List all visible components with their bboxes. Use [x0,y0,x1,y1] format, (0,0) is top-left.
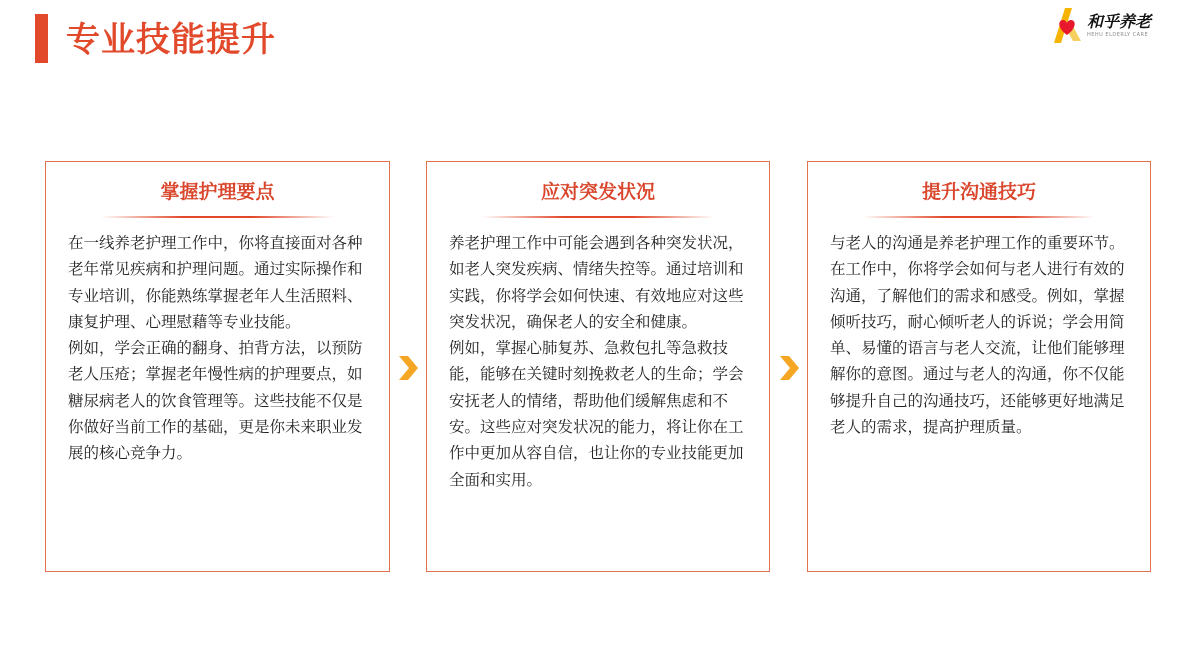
card-title-underline [101,216,334,218]
card-communication-skills [807,161,1151,572]
card-title: 提升沟通技巧 [921,181,1036,203]
chevron-right-icon [778,355,800,381]
card-paragraph: 例如，学会正确的翻身、拍背方法，以预防老人压疮；掌握老年慢性病的护理要点，如糖尿病老人的饮食管理等。这些技能不仅是你做好当前工作的基础，更是你未来职业发展的核心竞争力。 [68,339,363,463]
heart-logo-icon [1045,5,1087,47]
card-body [68,230,371,467]
chevron-right-icon [397,355,419,381]
logo-subtitle: HEHU ELDERLY CARE [1087,32,1149,38]
title-accent-bar [35,14,48,63]
card-body [830,230,1132,440]
card-title: 掌握护理要点 [160,181,275,203]
card-paragraph: 与老人的沟通是养老护理工作的重要环节。在工作中，你将学会如何与老人进行有效的沟通，了解他们的需求和感受。例如，掌握倾听技巧，耐心倾听老人的诉说；学会用简单、易懂的语言与老人交流，让他们能够理解你的意图。通过与老人的沟通，你不仅能够提升自己的沟通技巧，还能够更好地满足老人的需求，提高护理质量。 [830,234,1125,437]
card-title-underline [863,216,1095,218]
page-title: 专业技能提升 [66,20,276,60]
card-paragraph: 在一线养老护理工作中，你将直接面对各种老年常见疾病和护理问题。通过实际操作和专业培训，你能熟练掌握老年人生活照料、康复护理、心理慰藉等专业技能。 [68,234,363,331]
card-paragraph: 养老护理工作中可能会遇到各种突发状况，如老人突发疾病、情绪失控等。通过培训和实践，你将学会如何快速、有效地应对这些突发状况，确保老人的安全和健康。 [449,234,744,331]
logo-name: 和乎养老 [1087,12,1152,31]
card-nursing-essentials [45,161,390,572]
card-body [449,230,751,493]
card-title: 应对突发状况 [540,181,655,203]
card-title-underline [482,216,714,218]
card-paragraph: 例如，掌握心肺复苏、急救包扎等急救技能，能够在关键时刻挽救老人的生命；学会安抚老人的情绪，帮助他们缓解焦虑和不安。这些应对突发状况的能力，将让你在工作中更加从容自信，也让你的专业技能更加全面和实用。 [449,339,744,489]
brand-logo [1045,5,1155,47]
card-emergency-response [426,161,770,572]
